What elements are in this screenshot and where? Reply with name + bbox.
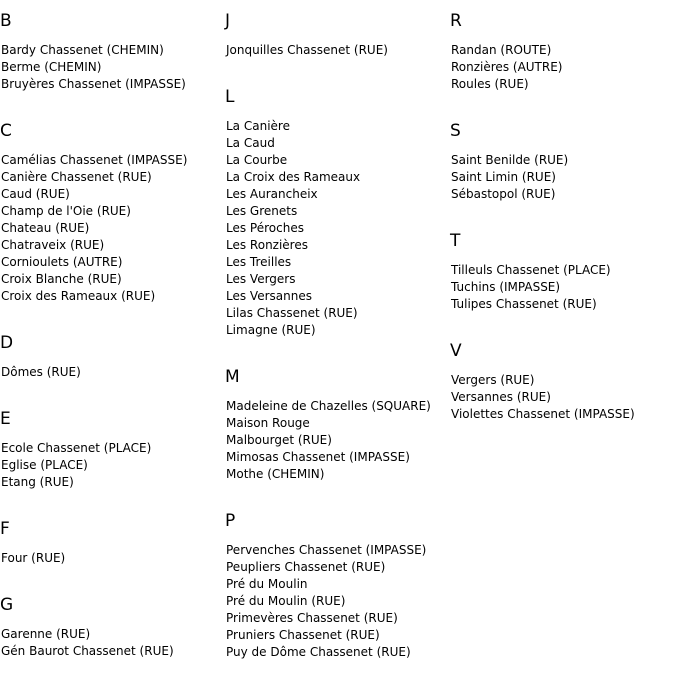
street-list-item: Sébastopol (RUE) (451, 187, 556, 201)
section-letter-heading: B (0, 11, 12, 31)
section-letter-heading: V (450, 341, 462, 361)
letter-section (450, 330, 675, 423)
street-list-item: Mothe (CHEMIN) (226, 467, 325, 481)
street-list-item: Madeleine de Chazelles (SQUARE) (226, 399, 431, 413)
street-list-item: Tulipes Chassenet (RUE) (451, 297, 597, 311)
street-list-item: Bruyères Chassenet (IMPASSE) (1, 77, 186, 91)
section-letter-heading: T (450, 231, 461, 251)
letter-section (225, 356, 450, 483)
street-list-item: Croix Blanche (RUE) (1, 272, 122, 286)
street-list (225, 542, 450, 661)
letter-section (225, 0, 450, 59)
letter-section (450, 0, 675, 93)
street-list-item: Les Grenets (226, 204, 298, 218)
street-list-item: Primevères Chassenet (RUE) (226, 611, 398, 625)
street-list-item: Cornioulets (AUTRE) (1, 255, 123, 269)
street-list-item: Malbourget (RUE) (226, 433, 332, 447)
street-list-item: Lilas Chassenet (RUE) (226, 306, 358, 320)
street-list-item: Vergers (RUE) (451, 373, 535, 387)
street-list-item: Champ de l'Oie (RUE) (1, 204, 131, 218)
street-list-item: Peupliers Chassenet (RUE) (226, 560, 386, 574)
street-list-item: Canière Chassenet (RUE) (1, 170, 152, 184)
street-list-item: Tuchins (IMPASSE) (451, 280, 561, 294)
street-list-item: Mimosas Chassenet (IMPASSE) (226, 450, 410, 464)
section-letter-heading: G (0, 595, 14, 615)
letter-section (0, 398, 225, 491)
street-list-item: Les Vergers (226, 272, 296, 286)
street-list (450, 152, 675, 203)
street-list (0, 364, 225, 381)
street-list-item: Dômes (RUE) (1, 365, 81, 379)
street-list-item: Les Treilles (226, 255, 292, 269)
index-column (0, 0, 225, 677)
street-list-item: Les Versannes (226, 289, 312, 303)
street-list (450, 262, 675, 313)
street-list-item: Jonquilles Chassenet (RUE) (226, 43, 388, 57)
street-list-item: Chatraveix (RUE) (1, 238, 105, 252)
street-list (0, 626, 225, 660)
street-list (0, 440, 225, 491)
letter-section (225, 76, 450, 339)
street-list-item: Les Ronzières (226, 238, 308, 252)
letter-section (0, 0, 225, 93)
street-list-item: Berme (CHEMIN) (1, 60, 102, 74)
section-letter-heading: R (450, 11, 462, 31)
street-list-item: Gén Baurot Chassenet (RUE) (1, 644, 174, 658)
street-list-item: Tilleuls Chassenet (PLACE) (451, 263, 611, 277)
street-list (0, 550, 225, 567)
street-list (225, 118, 450, 339)
street-list-item: Chateau (RUE) (1, 221, 90, 235)
letter-section (0, 322, 225, 381)
street-list-item: Saint Limin (RUE) (451, 170, 556, 184)
section-letter-heading: M (225, 367, 240, 387)
street-list-item: Les Péroches (226, 221, 304, 235)
street-list (450, 372, 675, 423)
street-list-item: Pervenches Chassenet (IMPASSE) (226, 543, 427, 557)
street-list (225, 42, 450, 59)
street-list-item: La Caud (226, 136, 275, 150)
street-list-item: Pré du Moulin (RUE) (226, 594, 346, 608)
street-list (450, 42, 675, 93)
street-list-item: Croix des Rameaux (RUE) (1, 289, 156, 303)
section-letter-heading: D (0, 333, 14, 353)
street-list-item: La Croix des Rameaux (226, 170, 361, 184)
street-list-item: Pré du Moulin (226, 577, 308, 591)
street-list-item: Puy de Dôme Chassenet (RUE) (226, 645, 411, 659)
street-list-item: Garenne (RUE) (1, 627, 91, 641)
letter-section (0, 584, 225, 660)
street-list-item: Camélias Chassenet (IMPASSE) (1, 153, 188, 167)
section-letter-heading: J (225, 11, 231, 31)
index-column (450, 0, 675, 440)
street-list-item: Ecole Chassenet (PLACE) (1, 441, 152, 455)
street-list-item: Ronzières (AUTRE) (451, 60, 563, 74)
section-letter-heading: P (225, 511, 236, 531)
street-list-item: Randan (ROUTE) (451, 43, 552, 57)
street-list (0, 42, 225, 93)
street-list (225, 398, 450, 483)
street-list-item: La Canière (226, 119, 290, 133)
section-letter-heading: F (0, 519, 10, 539)
section-letter-heading: E (0, 409, 11, 429)
street-list-item: La Courbe (226, 153, 288, 167)
index-column (225, 0, 450, 678)
street-list-item: Roules (RUE) (451, 77, 529, 91)
letter-section (0, 110, 225, 305)
street-list-item: Limagne (RUE) (226, 323, 316, 337)
letter-section (225, 500, 450, 661)
section-letter-heading: S (450, 121, 461, 141)
letter-section (0, 508, 225, 567)
letter-section (450, 110, 675, 203)
street-list-item: Eglise (PLACE) (1, 458, 88, 472)
street-list-item: Maison Rouge (226, 416, 310, 430)
letter-section (450, 220, 675, 313)
section-letter-heading: C (0, 121, 12, 141)
street-list-item: Etang (RUE) (1, 475, 74, 489)
section-letter-heading: L (225, 87, 235, 107)
street-list-item: Bardy Chassenet (CHEMIN) (1, 43, 164, 57)
street-list (0, 152, 225, 305)
street-list-item: Pruniers Chassenet (RUE) (226, 628, 380, 642)
street-list-item: Four (RUE) (1, 551, 66, 565)
street-list-item: Caud (RUE) (1, 187, 70, 201)
street-list-item: Les Aurancheix (226, 187, 318, 201)
street-list-item: Saint Benilde (RUE) (451, 153, 569, 167)
street-list-item: Violettes Chassenet (IMPASSE) (451, 407, 635, 421)
street-list-item: Versannes (RUE) (451, 390, 551, 404)
